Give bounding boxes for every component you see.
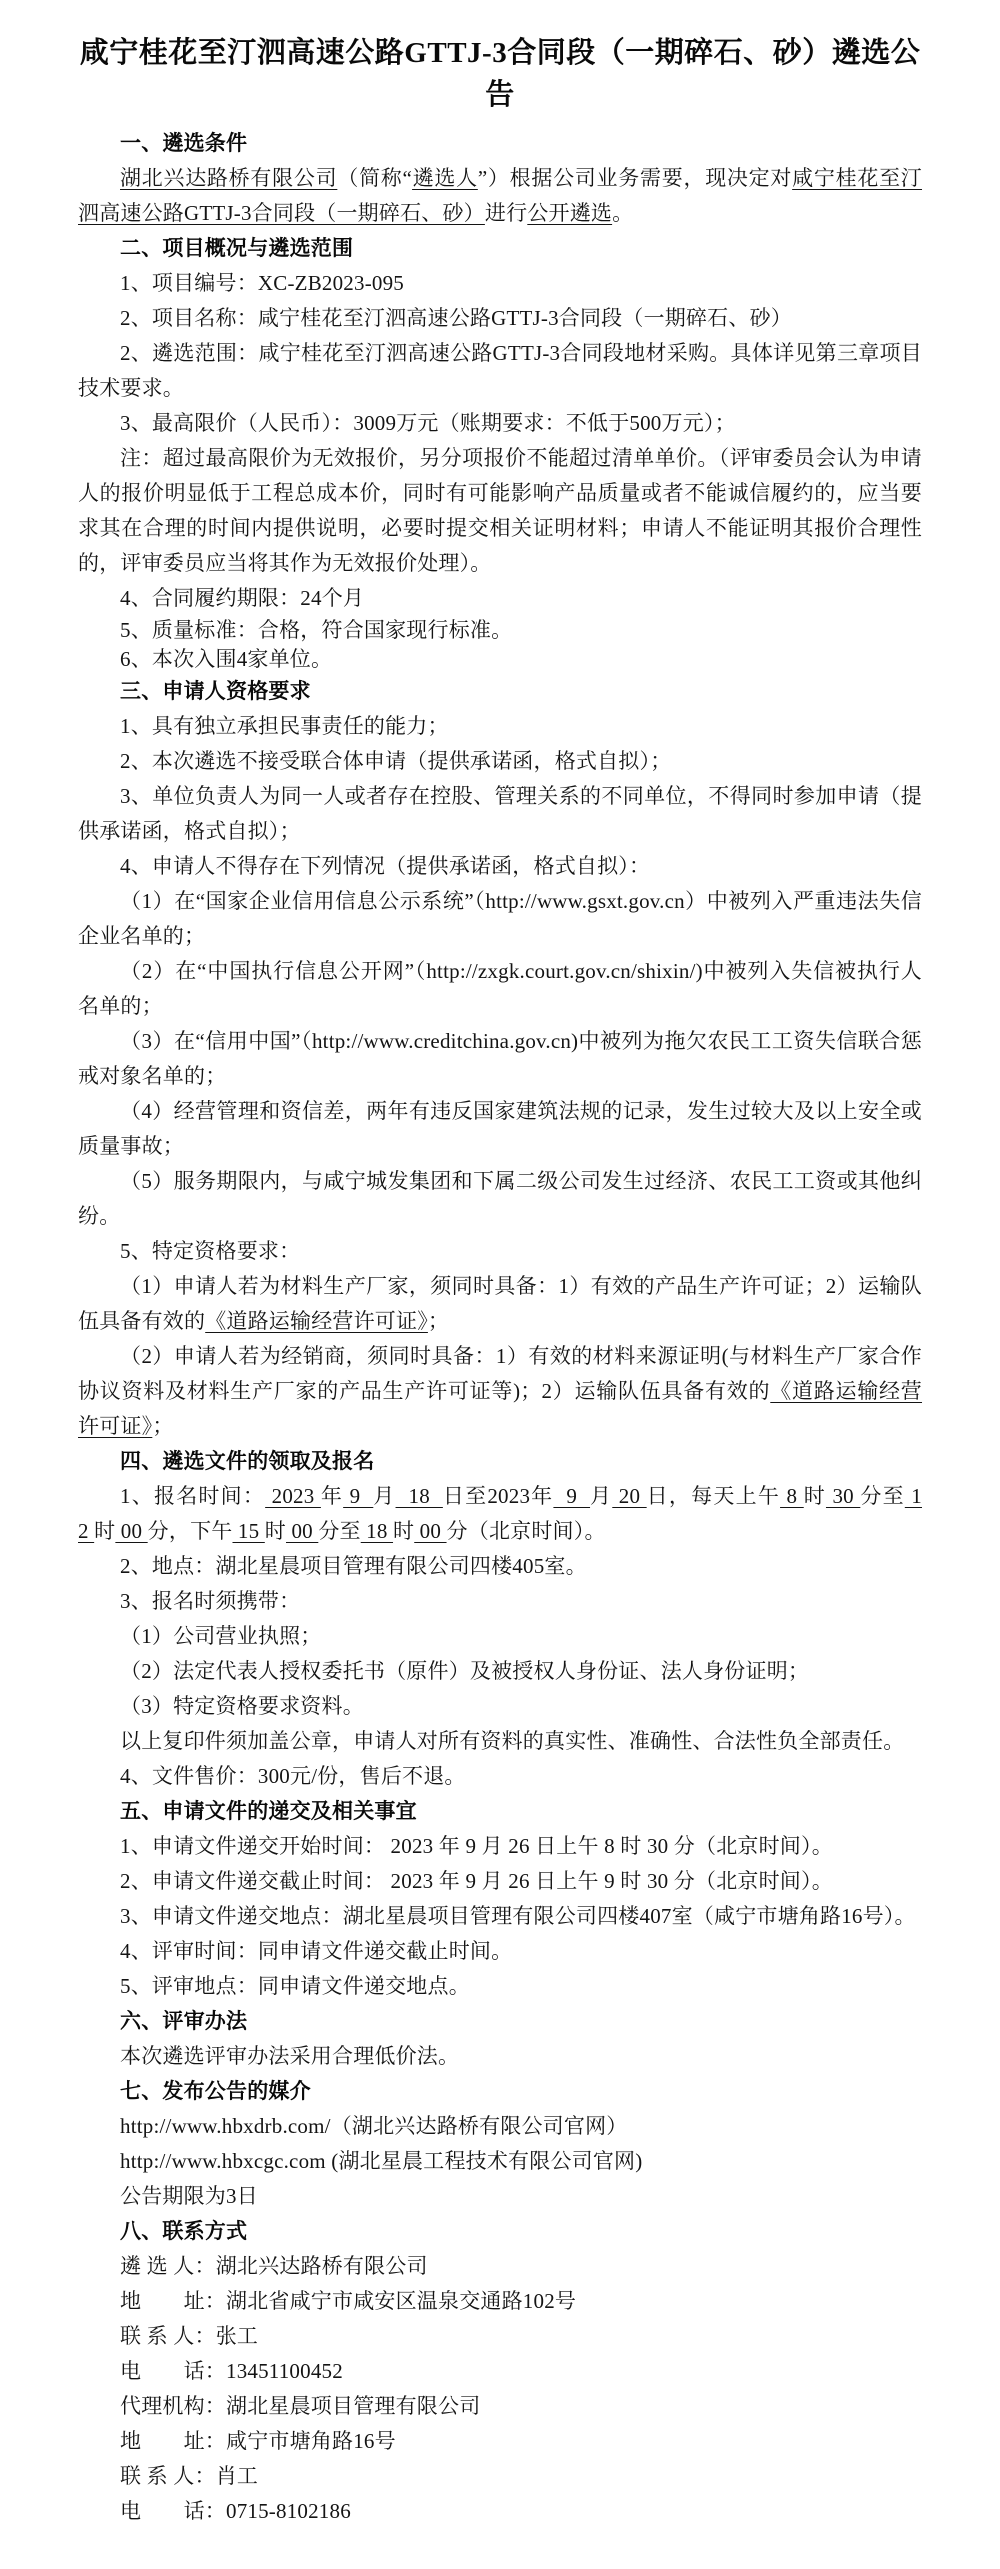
text-segment: 2、遴选范围：咸宁桂花至汀泗高速公路GTTJ-3合同段地材采购。具体详见第三章项目技术要求。 xyxy=(78,341,922,400)
underlined-text: 《道路运输经营许可证》 xyxy=(78,1379,923,1438)
text-segment: 日，每天上午 xyxy=(646,1484,781,1508)
paragraph xyxy=(78,744,922,779)
text-segment: 2、地点：湖北星晨项目管理有限公司四楼405室。 xyxy=(120,1554,587,1578)
text-segment: 五、申请文件的递交及相关事宜 xyxy=(120,1799,417,1823)
paragraph xyxy=(78,336,922,406)
underlined-text: 00 xyxy=(286,1519,319,1543)
underlined-text: 18 xyxy=(360,1519,394,1543)
text-segment: ； xyxy=(427,1309,450,1333)
paragraph xyxy=(78,1724,922,1759)
paragraph xyxy=(78,1829,922,1864)
text-segment: 三、申请人资格要求 xyxy=(120,679,311,703)
underlined-text: 12 xyxy=(78,1484,922,1543)
paragraph xyxy=(78,1759,922,1794)
paragraph xyxy=(78,884,922,954)
text-segment: 六、评审办法 xyxy=(120,2009,248,2033)
text-segment: 分至 xyxy=(860,1484,905,1508)
text-segment: 分至 xyxy=(318,1519,361,1543)
text-segment: （4）经营管理和资信差，两年有违反国家建筑法规的记录，发生过较大及以上安全或质量事故； xyxy=(78,1099,922,1158)
text-segment: 电 话：13451100452 xyxy=(120,2359,343,2383)
paragraph xyxy=(78,1619,922,1654)
text-segment: 5、质量标准：合格，符合国家现行标准。 xyxy=(120,618,513,642)
section-heading xyxy=(78,1444,922,1479)
underlined-text: 9 xyxy=(343,1484,374,1508)
paragraph xyxy=(78,581,922,616)
section-heading xyxy=(78,1794,922,1829)
paragraph xyxy=(78,406,922,441)
text-segment: （1）在“国家企业信用信息公示系统”（http://www.gsxt.gov.cn）中被列入严重违法失信企业名单的； xyxy=(78,889,922,948)
text-segment: （简称“ xyxy=(337,166,413,190)
paragraph xyxy=(78,1584,922,1619)
paragraph xyxy=(78,709,922,744)
paragraph xyxy=(78,2144,922,2179)
paragraph xyxy=(78,1094,922,1164)
text-segment: 时 xyxy=(393,1519,415,1543)
paragraph xyxy=(78,266,922,301)
text-segment: 分，下午 xyxy=(147,1519,233,1543)
paragraph xyxy=(78,1549,922,1584)
paragraph xyxy=(78,1969,922,2004)
text-segment: 1、报名时间： xyxy=(120,1484,266,1508)
text-segment: （5）服务期限内，与咸宁城发集团和下属二级公司发生过经济、农民工工资或其他纠纷。 xyxy=(78,1169,922,1228)
text-segment: 4、文件售价：300元/份，售后不退。 xyxy=(120,1764,466,1788)
paragraph xyxy=(78,2424,922,2459)
paragraph xyxy=(78,645,922,674)
paragraph xyxy=(78,1864,922,1899)
text-segment: 以上复印件须加盖公章，申请人对所有资料的真实性、准确性、合法性负全部责任。 xyxy=(120,1729,905,1753)
text-segment: 4、评审时间：同申请文件递交截止时间。 xyxy=(120,1939,513,1963)
text-segment: 2、申请文件递交截止时间： 2023 年 9 月 26 日上午 9 时 30 分（北京时间）。 xyxy=(120,1869,833,1893)
text-segment: 公告期限为3日 xyxy=(120,2184,258,2208)
text-segment: http://www.hbxcgc.com (湖北星晨工程技术有限公司官网) xyxy=(120,2149,643,2173)
text-segment: 3、单位负责人为同一人或者存在控股、管理关系的不同单位，不得同时参加申请（提供承诺函，格式自拟）； xyxy=(78,784,922,843)
underlined-text: 15 xyxy=(232,1519,265,1543)
text-segment: 注：超过最高限价为无效报价，另分项报价不能超过清单单价。（评审委员会认为申请人的报价明显低于工程总成本价，同时有可能影响产品质量或者不能诚信履约的，应当要求其在合理的时间内提供说明，必要时提交相关证明材料；申请人不能证明其报价合理性的，评审委员应当将其作为无效报价处理）。 xyxy=(78,446,922,575)
text-segment: （1）申请人若为材料生产厂家，须同时具备：1）有效的产品生产许可证；2）运输队伍具备有效的 xyxy=(78,1274,922,1333)
text-segment: 2、本次遴选不接受联合体申请（提供承诺函，格式自拟）； xyxy=(120,749,672,773)
text-segment: 5、特定资格要求： xyxy=(120,1239,301,1263)
text-segment: 联 系 人：肖工 xyxy=(120,2464,259,2488)
text-segment: 5、评审地点：同申请文件递交地点。 xyxy=(120,1974,470,1998)
underlined-text: 咸宁桂花至汀泗高速公路GTTJ-3合同段（一期碎石、砂） xyxy=(78,166,923,225)
section-heading xyxy=(78,231,922,266)
text-segment: 进行 xyxy=(484,201,528,225)
text-segment: 月 xyxy=(590,1484,613,1508)
text-segment: 七、发布公告的媒介 xyxy=(120,2079,311,2103)
text-segment: 3、申请文件递交地点：湖北星晨项目管理有限公司四楼407室（咸宁市塘角路16号）。 xyxy=(120,1904,916,1928)
text-segment: 1、项目编号：XC-ZB2023-095 xyxy=(120,271,404,295)
text-segment: 时 xyxy=(264,1519,286,1543)
text-segment: 。 xyxy=(612,201,634,225)
text-segment: （3）特定资格要求资料。 xyxy=(120,1694,364,1718)
paragraph xyxy=(78,2459,922,2494)
text-segment: 月 xyxy=(373,1484,396,1508)
paragraph xyxy=(78,2389,922,2424)
text-segment: 一、遴选条件 xyxy=(120,131,248,155)
paragraph xyxy=(78,301,922,336)
underlined-text: 00 xyxy=(414,1519,447,1543)
text-segment: 四、遴选文件的领取及报名 xyxy=(120,1449,375,1473)
text-segment: （2）申请人若为经销商，须同时具备：1）有效的材料来源证明(与材料生产厂家合作协议资料及材料生产厂家的产品生产许可证等)；2）运输队伍具备有效的 xyxy=(78,1344,922,1403)
underlined-text: 《道路运输经营许可证》 xyxy=(205,1309,428,1333)
underlined-text: 20 xyxy=(612,1484,647,1508)
paragraph xyxy=(78,161,922,231)
text-segment: （2）法定代表人授权委托书（原件）及被授权人身份证、法人身份证明； xyxy=(120,1659,810,1683)
paragraph xyxy=(78,2354,922,2389)
document-title: 咸宁桂花至汀泗高速公路GTTJ-3合同段（一期碎石、砂）遴选公告 xyxy=(79,37,921,111)
paragraph xyxy=(78,2284,922,2319)
paragraph xyxy=(78,954,922,1024)
text-segment: 时 xyxy=(803,1484,826,1508)
underlined-text: 遴选人 xyxy=(412,166,478,190)
text-segment: 3、报名时须携带： xyxy=(120,1589,301,1613)
paragraph xyxy=(78,849,922,884)
text-segment: 地 址：咸宁市塘角路16号 xyxy=(120,2429,396,2453)
text-segment: 联 系 人：张工 xyxy=(120,2324,259,2348)
text-segment: 遴 选 人：湖北兴达路桥有限公司 xyxy=(120,2254,428,2278)
text-segment: 分（北京时间）。 xyxy=(446,1519,606,1543)
underlined-text: 9 xyxy=(553,1484,591,1508)
paragraph xyxy=(78,1024,922,1094)
paragraph xyxy=(78,779,922,849)
text-segment: 电 话：0715-8102186 xyxy=(120,2499,351,2523)
paragraph xyxy=(78,1269,922,1339)
text-segment: 时 xyxy=(94,1519,116,1543)
text-segment: 4、合同履约期限：24个月 xyxy=(120,586,365,610)
text-segment: 2、项目名称：咸宁桂花至汀泗高速公路GTTJ-3合同段（一期碎石、砂） xyxy=(120,306,792,330)
text-segment: 1、具有独立承担民事责任的能力； xyxy=(120,714,449,738)
paragraph xyxy=(78,2109,922,2144)
text-segment: 日至2023年 xyxy=(442,1484,554,1508)
paragraph xyxy=(78,2039,922,2074)
text-segment: 代理机构：湖北星晨项目管理有限公司 xyxy=(120,2394,481,2418)
underlined-text: 公开遴选 xyxy=(527,201,613,225)
underlined-text: 00 xyxy=(115,1519,148,1543)
section-heading xyxy=(78,2214,922,2249)
text-segment: 年 xyxy=(320,1484,344,1508)
paragraph xyxy=(78,1934,922,1969)
text-segment: 八、联系方式 xyxy=(120,2219,248,2243)
paragraph xyxy=(78,2319,922,2354)
document-body xyxy=(78,126,922,2529)
paragraph xyxy=(78,616,922,645)
text-segment: ； xyxy=(152,1414,174,1438)
underlined-text: 18 xyxy=(395,1484,443,1508)
underlined-text: 2023 xyxy=(265,1484,321,1508)
text-segment: （1）公司营业执照； xyxy=(120,1624,322,1648)
text-segment: http://www.hbxdrb.com/（湖北兴达路桥有限公司官网） xyxy=(120,2114,628,2138)
paragraph xyxy=(78,1479,922,1549)
text-segment: 二、项目概况与遴选范围 xyxy=(120,236,354,260)
text-segment: 1、申请文件递交开始时间： 2023 年 9 月 26 日上午 8 时 30 分（北京时间）。 xyxy=(120,1834,833,1858)
text-segment: （2）在“中国执行信息公开网”（http://zxgk.court.gov.cn/shixin/)中被列入失信被执行人名单的； xyxy=(78,959,922,1018)
section-heading xyxy=(78,2004,922,2039)
underlined-text: 30 xyxy=(825,1484,861,1508)
text-segment: 3、最高限价（人民币）：3009万元（账期要求：不低于500万元）； xyxy=(120,411,736,435)
text-segment: ”）根据公司业务需要，现决定对 xyxy=(477,166,793,190)
paragraph xyxy=(78,1899,922,1934)
paragraph xyxy=(78,2179,922,2214)
text-segment: 地 址：湖北省咸宁市咸安区温泉交通路102号 xyxy=(120,2289,577,2313)
section-heading xyxy=(78,2074,922,2109)
text-segment: （3）在“信用中国”（http://www.creditchina.gov.cn)中被列为拖欠农民工工资失信联合惩戒对象名单的； xyxy=(78,1029,922,1088)
paragraph xyxy=(78,1339,922,1444)
paragraph xyxy=(78,1164,922,1234)
paragraph xyxy=(78,441,922,581)
text-segment: 本次遴选评审办法采用合理低价法。 xyxy=(120,2044,460,2068)
section-heading xyxy=(78,674,922,709)
underlined-text: 湖北兴达路桥有限公司 xyxy=(120,166,338,190)
paragraph xyxy=(78,2249,922,2284)
text-segment: 4、申请人不得存在下列情况（提供承诺函，格式自拟）： xyxy=(120,854,651,878)
paragraph xyxy=(78,1234,922,1269)
text-segment: 6、本次入围4家单位。 xyxy=(120,647,333,671)
section-heading xyxy=(78,126,922,161)
paragraph xyxy=(78,1689,922,1724)
paragraph xyxy=(78,1654,922,1689)
underlined-text: 8 xyxy=(780,1484,804,1508)
